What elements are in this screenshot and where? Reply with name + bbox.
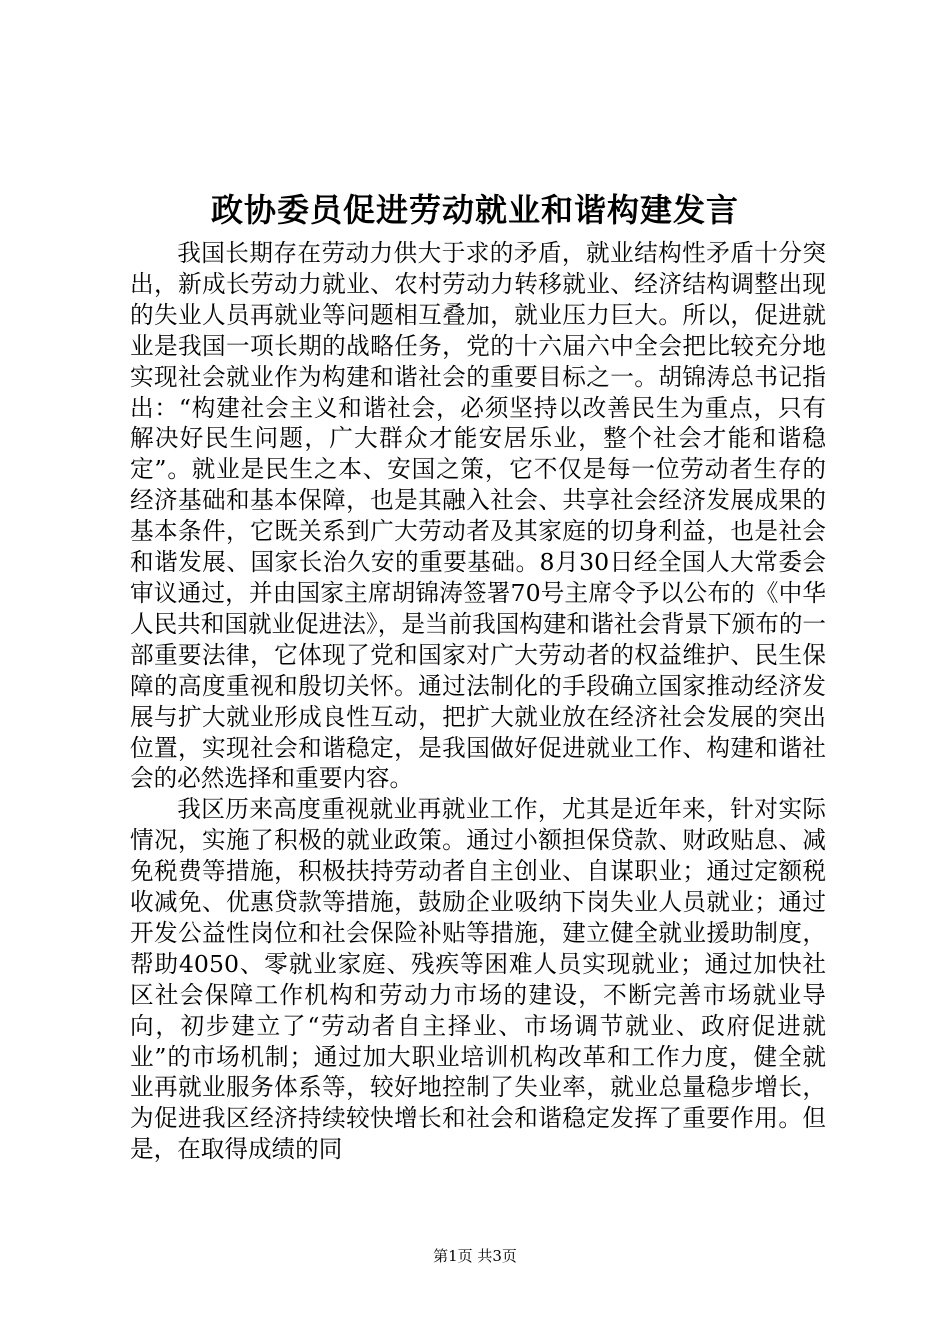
page-footer: 第1页 共3页	[433, 1247, 517, 1265]
document-title: 政协委员促进劳动就业和谐构建发言	[210, 191, 739, 229]
paragraph-1: 我国长期存在劳动力供大于求的矛盾，就业结构性矛盾十分突出，新成长劳动力就业、农村劳动力转移就业、经济结构调整出现的失业人员再就业等问题相互叠加，就业压力巨大。所以，促进就业是我国一项长期的战略任务，党的十六届六中全会把比较充分地实现社会就业作为构建和谐社会的重要目标之一。胡锦涛总书记指出：“构建社会主义和谐社会，必须坚持以改善民生为重点，只有解决好民生问题，广大群众才能安居乐业，整个社会才能和谐稳定”。就业是民生之本、安国之策，它不仅是每一位劳动者生存的经济基础和基本保障，也是其融入社会、共享社会经济发展成果的基本条件，它既关系到广大劳动者及其家庭的切身利益，也是社会和谐发展、国家长治久安的重要基础。8月30日经全国人大常委会审议通过，并由国家主席胡锦涛签署70号主席令予以公布的《中华人民共和国就业促进法》，是当前我国构建和谐社会背景下颁布的一部重要法律，它体现了党和国家对广大劳动者的权益维护、民生保障的高度重视和殷切关怀。通过法制化的手段确立国家推动经济发展与扩大就业形成良性互动，把扩大就业放在经济社会发展的突出位置，实现社会和谐稳定，是我国做好促进就业工作、构建和谐社会的必然选择和重要内容。	[130, 239, 827, 793]
document-body	[130, 238, 826, 1165]
paragraph-2: 我区历来高度重视就业再就业工作，尤其是近年来，针对实际情况，实施了积极的就业政策。通过小额担保贷款、财政贴息、减免税费等措施，积极扶持劳动者自主创业、自谋职业；通过定额税收减免、优惠贷款等措施，鼓励企业吸纳下岗失业人员就业；通过开发公益性岗位和社会保险补贴等措施，建立健全就业援助制度，帮助4050、零就业家庭、残疾等困难人员实现就业；通过加快社区社会保障工作机构和劳动力市场的建设，不断完善市场就业导向，初步建立了“劳动者自主择业、市场调节就业、政府促进就业”的市场机制；通过加大职业培训机构改革和工作力度，健全就业再就业服务体系等，较好地控制了失业率，就业总量稳步增长，为促进我区经济持续较快增长和社会和谐稳定发挥了重要作用。但是，在取得成绩的同	[130, 795, 826, 1164]
